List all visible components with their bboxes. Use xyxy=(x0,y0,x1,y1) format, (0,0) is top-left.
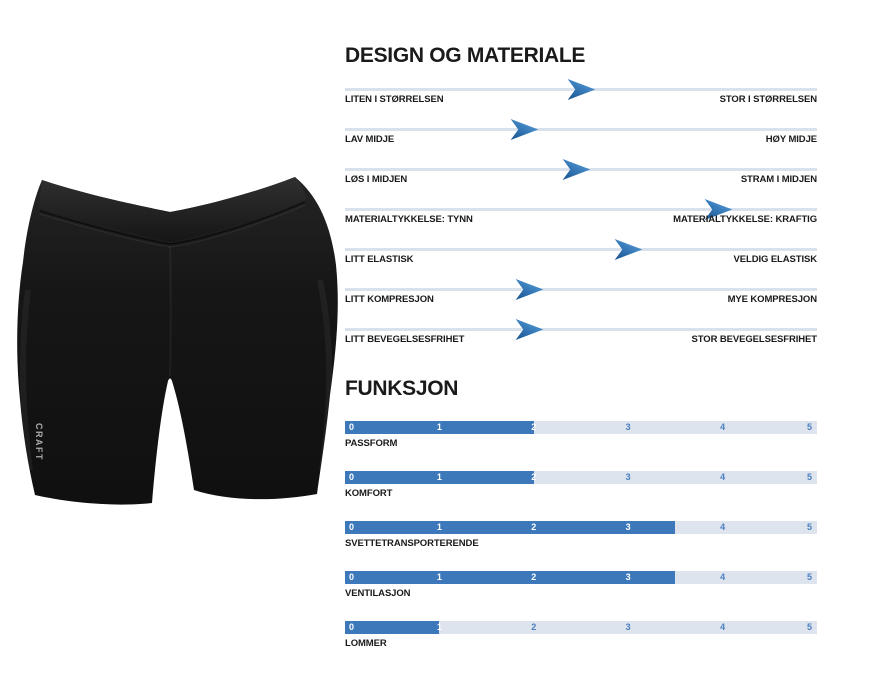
rating-bar-label: SVETTETRANSPORTERENDE xyxy=(345,538,479,549)
rating-bar xyxy=(345,471,817,484)
funksjon-bar-row xyxy=(345,421,817,471)
bar-scale-number: 3 xyxy=(625,472,631,482)
scale-track xyxy=(345,208,817,211)
funksjon-bar-row xyxy=(345,571,817,621)
bar-scale-number: 0 xyxy=(349,622,355,632)
bar-scale-number: 4 xyxy=(720,522,726,532)
scale-label-left: LITT ELASTISK xyxy=(345,254,414,265)
scale-labels xyxy=(345,254,817,265)
scale-label-right: MATERIALTYKKELSE: KRAFTIG xyxy=(673,214,817,225)
scale-labels xyxy=(345,214,817,225)
scale-track xyxy=(345,128,817,131)
bar-scale-number: 1 xyxy=(436,572,442,582)
bar-scale-number: 3 xyxy=(625,422,631,432)
design-scale-row xyxy=(345,78,817,118)
rating-bar-label: VENTILASJON xyxy=(345,588,411,599)
funksjon-bar-row xyxy=(345,521,817,571)
bar-scale-number: 5 xyxy=(806,422,812,432)
scale-track xyxy=(345,328,817,331)
rating-bar-scale xyxy=(345,621,817,634)
scale-labels xyxy=(345,334,817,345)
bar-scale-number: 0 xyxy=(349,472,355,482)
bar-scale-number: 3 xyxy=(625,622,631,632)
scale-label-right: STOR BEVEGELSESFRIHET xyxy=(691,334,817,345)
center-seam xyxy=(170,246,171,376)
scale-label-right: MYE KOMPRESJON xyxy=(727,294,817,305)
bar-scale-number: 2 xyxy=(531,522,537,532)
bar-scale-number: 3 xyxy=(625,572,631,582)
funksjon-bar-row xyxy=(345,471,817,521)
bar-scale-number: 2 xyxy=(531,572,537,582)
scale-label-left: LITT KOMPRESJON xyxy=(345,294,434,305)
bar-scale-number: 2 xyxy=(531,622,537,632)
funksjon-bars xyxy=(345,421,817,671)
design-scale-row xyxy=(345,118,817,158)
scale-label-right: VELDIG ELASTISK xyxy=(733,254,817,265)
scale-label-left: LITT BEVEGELSESFRIHET xyxy=(345,334,465,345)
scale-label-left: LØS I MIDJEN xyxy=(345,174,408,185)
design-scale-row xyxy=(345,238,817,278)
rating-bar xyxy=(345,571,817,584)
product-photo-shorts xyxy=(0,170,345,515)
bar-scale-number: 1 xyxy=(436,422,442,432)
spec-content xyxy=(345,0,817,680)
rating-bar-scale xyxy=(345,471,817,484)
bar-scale-number: 0 xyxy=(349,522,355,532)
bar-scale-number: 5 xyxy=(806,522,812,532)
section-title-funksjon: FUNKSJON xyxy=(345,377,459,400)
design-scale-row xyxy=(345,198,817,238)
design-scale-row xyxy=(345,278,817,318)
bar-scale-number: 5 xyxy=(806,472,812,482)
scale-labels xyxy=(345,294,817,305)
bar-scale-number: 1 xyxy=(436,622,442,632)
design-scales xyxy=(345,78,817,358)
bar-scale-number: 4 xyxy=(720,472,726,482)
bar-scale-number: 0 xyxy=(349,422,355,432)
rating-bar-scale xyxy=(345,521,817,534)
bar-scale-number: 2 xyxy=(531,472,537,482)
bar-scale-number: 1 xyxy=(436,522,442,532)
rating-bar xyxy=(345,421,817,434)
rating-bar-scale xyxy=(345,571,817,584)
rating-bar-label: PASSFORM xyxy=(345,438,398,449)
scale-labels xyxy=(345,134,817,145)
scale-label-left: LITEN I STØRRELSEN xyxy=(345,94,444,105)
design-scale-row xyxy=(345,158,817,198)
scale-label-right: STRAM I MIDJEN xyxy=(740,174,817,185)
scale-labels xyxy=(345,174,817,185)
bar-scale-number: 5 xyxy=(806,622,812,632)
rating-bar xyxy=(345,521,817,534)
scale-label-left: MATERIALTYKKELSE: TYNN xyxy=(345,214,473,225)
bar-scale-number: 2 xyxy=(531,422,537,432)
rating-bar-label: LOMMER xyxy=(345,638,387,649)
bar-scale-number: 1 xyxy=(436,472,442,482)
bar-scale-number: 3 xyxy=(625,522,631,532)
rating-bar-scale xyxy=(345,421,817,434)
design-scale-row xyxy=(345,318,817,358)
scale-label-right: STOR I STØRRELSEN xyxy=(719,94,817,105)
scale-labels xyxy=(345,94,817,105)
bar-scale-number: 4 xyxy=(720,622,726,632)
bar-scale-number: 4 xyxy=(720,422,726,432)
section-title-design: DESIGN OG MATERIALE xyxy=(345,44,586,67)
rating-bar-label: KOMFORT xyxy=(345,488,393,499)
scale-label-right: HØY MIDJE xyxy=(765,134,817,145)
rating-bar xyxy=(345,621,817,634)
scale-label-left: LAV MIDJE xyxy=(345,134,395,145)
bar-scale-number: 4 xyxy=(720,572,726,582)
craft-logo-text: CRAFT xyxy=(34,423,44,461)
scale-track xyxy=(345,288,817,291)
funksjon-bar-row xyxy=(345,621,817,671)
bar-scale-number: 0 xyxy=(349,572,355,582)
scale-track xyxy=(345,248,817,251)
bar-scale-number: 5 xyxy=(806,572,812,582)
